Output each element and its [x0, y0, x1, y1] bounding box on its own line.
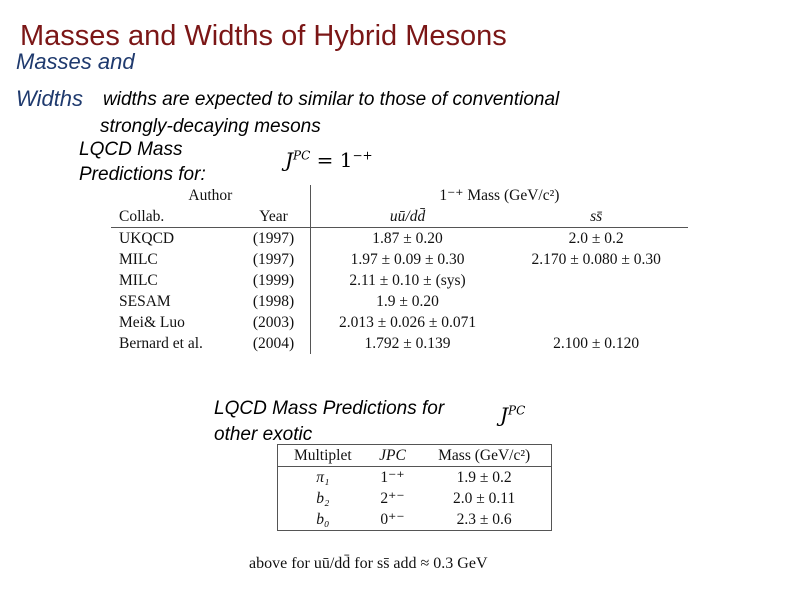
cell-collab: UKQCD	[119, 230, 175, 247]
lqcd-label-line-2: Predictions for:	[79, 164, 206, 185]
page-title: Masses and Widths of Hybrid Mesons	[20, 20, 507, 52]
header-author: Author	[111, 185, 310, 206]
cell-mass: 1.9 ± 0.2	[456, 469, 512, 486]
cell-ss: 2.0 ± 0.2	[568, 230, 624, 247]
cell-collab: MILC	[119, 272, 158, 289]
cell-year: (1997)	[237, 228, 310, 250]
footnote: above for uū/dd̄ for ss̄ add ≈ 0.3 GeV	[249, 555, 488, 572]
cell-ss	[504, 291, 688, 312]
cell-uu: 2.11 ± 0.10 ± (sys)	[349, 272, 466, 289]
col-collab: Collab.	[111, 206, 237, 228]
cell-year: (1997)	[237, 249, 310, 270]
lqcd-mass-table	[111, 185, 688, 354]
col-year: Year	[237, 206, 310, 228]
cell-ss: 2.100 ± 0.120	[553, 335, 640, 352]
subtitle-line-1: Masses and	[16, 49, 135, 74]
lqcd-label-line-1: LQCD Mass	[79, 139, 183, 160]
table-row	[111, 228, 688, 250]
jpc-equation	[285, 148, 373, 172]
table-row	[278, 467, 552, 489]
subtitle-line-2: Widths	[16, 86, 84, 111]
widths-note-line-1: widths are expected to similar to those of conventional	[103, 89, 560, 110]
cell-collab: MILC	[119, 251, 158, 268]
table-row	[111, 333, 688, 354]
header-mass: 1⁻⁺ Mass (GeV/c²)	[439, 187, 560, 204]
cell-multiplet: b₂	[316, 490, 330, 507]
jpc-value-superscript: −+	[352, 148, 373, 163]
col-mass: Mass (GeV/c²)	[417, 445, 551, 467]
cell-year: (2004)	[237, 333, 310, 354]
cell-jpc: 0⁺⁻	[380, 511, 405, 528]
table-row	[278, 509, 552, 531]
widths-note-line-2: strongly-decaying mesons	[100, 116, 321, 137]
lqcd-other-line-1: LQCD Mass Predictions for	[214, 398, 445, 419]
cell-uu: 1.9 ± 0.20	[376, 293, 439, 310]
cell-mass: 2.0 ± 0.11	[453, 490, 516, 507]
cell-uu: 1.97 ± 0.09 ± 0.30	[350, 251, 465, 268]
cell-uu: 1.792 ± 0.139	[364, 335, 451, 352]
cell-year: (1998)	[237, 291, 310, 312]
table-row	[111, 249, 688, 270]
jpc-symbol: J	[285, 148, 294, 172]
cell-collab: Bernard et al.	[119, 335, 203, 352]
jpc-symbol-2: $J^{PC}$	[500, 403, 526, 427]
cell-multiplet: π₁	[316, 469, 330, 486]
jpc-value: = 1	[310, 148, 353, 172]
col-uu: uū/dd̄	[310, 206, 504, 228]
table-row	[111, 270, 688, 291]
cell-collab: SESAM	[119, 293, 171, 310]
cell-ss: 2.170 ± 0.080 ± 0.30	[531, 251, 661, 268]
jpc-superscript: PC	[293, 148, 311, 163]
cell-year: (1999)	[237, 270, 310, 291]
lqcd-other-line-2: other exotic	[214, 424, 313, 445]
col-jpc: JPC	[368, 445, 418, 467]
cell-ss	[504, 270, 688, 291]
cell-year: (2003)	[237, 312, 310, 333]
cell-collab: Mei& Luo	[119, 314, 185, 331]
cell-ss	[504, 312, 688, 333]
col-multiplet: Multiplet	[278, 445, 368, 467]
cell-mass: 2.3 ± 0.6	[456, 511, 512, 528]
exotic-multiplet-table	[277, 444, 552, 531]
cell-jpc: 1⁻⁺	[380, 469, 405, 486]
table-row	[111, 291, 688, 312]
cell-uu: 1.87 ± 0.20	[372, 230, 443, 247]
cell-multiplet: b₀	[316, 511, 330, 528]
table-row	[111, 312, 688, 333]
col-ss: ss̄	[504, 206, 688, 228]
cell-uu: 2.013 ± 0.026 ± 0.071	[338, 314, 477, 331]
cell-jpc: 2⁺⁻	[380, 490, 405, 507]
table-row	[278, 488, 552, 509]
